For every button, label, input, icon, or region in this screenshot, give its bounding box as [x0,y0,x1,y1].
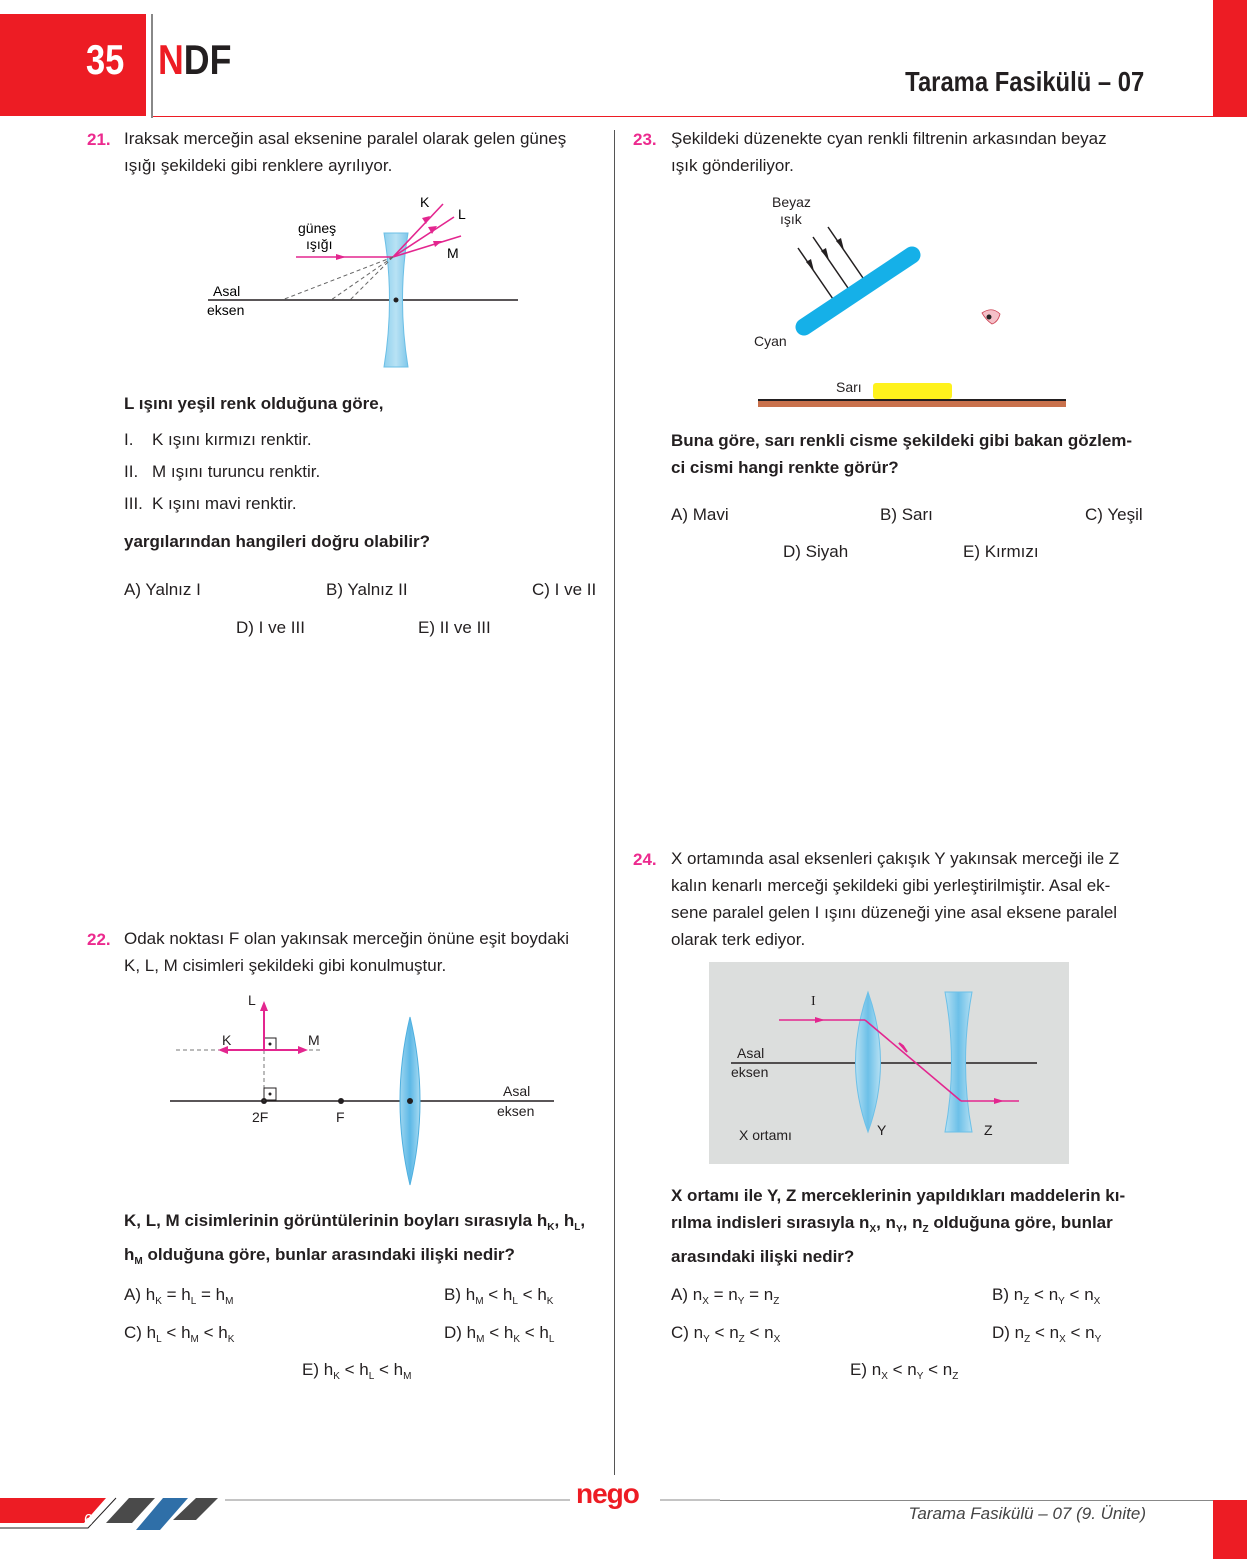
question-24-stem [671,845,1151,953]
option-c[interactable] [671,1323,780,1345]
brand-rest: DF [183,36,232,83]
label-lens-z: Z [984,1122,993,1138]
option-letter: D) [992,1323,1015,1342]
option-e[interactable]: E) II ve III [418,618,491,637]
operator: < [484,1323,504,1342]
prompt-line: $h_M$ olduğuna göre, bunlar arasındaki ilişki nedir? [124,1245,515,1267]
prompt-line: rılma indisleri sırasıyla $n_X$, $n_Y$, $n_Z$ olduğuna göre, bunlar [671,1213,1113,1235]
stem-line: K, L, M cisimleri şekildeki gibi konulmuştur. [124,956,447,975]
option-a[interactable]: A) Yalnız I [124,580,201,599]
operator: < [339,1360,360,1379]
virtual-ray [331,257,393,300]
operator: < [517,1285,538,1304]
question-22-prompt [124,1207,614,1275]
white-light-ray [813,237,848,288]
brand-logo [158,36,231,84]
question-21-stem [124,125,604,179]
label-cyan: Cyan [754,333,787,349]
operator: < [744,1323,765,1342]
variable: $h_L$ [502,1285,518,1307]
variable: $h_M$ [181,1323,199,1345]
option-letter: B) [992,1285,1014,1304]
converging-lens-diagram [160,985,560,1195]
yellow-object [873,383,952,399]
option-letter: D) [444,1323,467,1342]
option-d[interactable]: D) Siyah [783,542,849,561]
page-number: 6 [84,1512,93,1529]
surface [758,401,1066,407]
footer-rule [720,1500,1213,1501]
option-b[interactable] [992,1285,1100,1307]
operator: < [374,1360,394,1379]
right-edge-tab-top [1213,0,1247,117]
statement-item [124,458,320,490]
label-axis: Asal [503,1083,531,1099]
stem-line: X ortamında asal eksenleri çakışık Y yakınsak merceği ile Z [671,849,1120,868]
variable: $n_Z$ [729,1323,745,1345]
label-lens-y: Y [877,1122,887,1138]
label-sunlight: güneş [298,220,337,236]
label-axis: eksen [497,1103,535,1119]
label-axis: Asal [737,1045,765,1061]
diverging-lens-diagram [190,185,530,375]
label-m: M [447,245,459,261]
virtual-ray [350,257,393,300]
statement-list [124,426,320,522]
statement-roman: III. [124,494,143,513]
operator: < [1030,1323,1050,1342]
option-b[interactable] [444,1285,553,1307]
label-axis: eksen [207,302,245,318]
prompt-line: ci cismi hangi renkte görür? [671,458,899,477]
option-c[interactable]: C) Yeşil [1085,505,1143,524]
prompt-line: K, L, M cisimlerinin görüntülerinin boyları sırasıyla $h_K$, $h_L$, [124,1211,586,1233]
column-divider [614,130,615,1475]
variable: $h_K$ [218,1323,235,1345]
option-c[interactable]: C) I ve II [532,580,597,599]
variable: $h_K$ [503,1323,520,1345]
label-axis: Asal [213,283,241,299]
stem-line: Şekildeki düzenekte cyan renkli filtrenin arkasından beyaz [671,129,1107,148]
lens-system-diagram [709,962,1069,1164]
option-b[interactable]: B) Yalnız II [326,580,408,599]
operator: < [1065,1323,1086,1342]
option-c[interactable] [124,1323,234,1345]
prompt-line: arasındaki ilişki nedir? [671,1247,855,1266]
variable: $n_X$ [871,1360,888,1382]
option-b[interactable]: B) Sarı [880,505,933,524]
eye-icon [982,310,1000,324]
question-21-condition: L ışını yeşil renk olduğuna göre, [124,394,384,413]
label-k: K [222,1032,232,1048]
variable: $n_X$ [692,1285,709,1307]
variable: $n_X$ [764,1323,781,1345]
operator: < [1064,1285,1085,1304]
option-letter: E) [850,1360,872,1379]
header-divider [151,14,153,118]
option-d[interactable]: D) I ve III [236,618,305,637]
variable: $n_Z$ [942,1360,959,1382]
lens-center-dot [407,1098,413,1104]
option-e[interactable] [302,1360,411,1382]
prompt-text: olduğuna göre, bunlar [933,1213,1113,1232]
point-f [338,1098,344,1104]
option-a[interactable] [124,1285,233,1307]
question-number-21: 21. [87,130,111,149]
operator: = [744,1285,764,1304]
label-2f: 2F [252,1109,269,1125]
operator: = [161,1285,182,1304]
option-d[interactable] [992,1323,1101,1345]
white-light-ray [828,227,863,278]
operator: < [923,1360,943,1379]
option-letter: B) [444,1285,466,1304]
operator: = [708,1285,729,1304]
statement-text: K ışını kırmızı renktir. [152,430,312,449]
option-e[interactable] [850,1360,958,1382]
cyan-filter-diagram [740,185,1080,415]
question-number-22: 22. [87,930,111,949]
publisher-logo: nego [576,1478,639,1509]
footer-title: Tarama Fasikülü – 07 (9. Ünite) [908,1504,1146,1523]
variable: $h_M$ [466,1323,485,1345]
option-letter: C) [671,1323,694,1342]
prompt-text: K, L, M cisimlerinin görüntülerinin boyları sırasıyla h [124,1211,548,1230]
operator: < [483,1285,503,1304]
label-white-light: ışık [780,211,802,227]
page-title: Tarama Fasikülü – 07 [904,66,1144,97]
page-badge: 35 [86,36,125,83]
option-letter: E) [302,1360,324,1379]
label-k: K [420,194,430,210]
statement-text: K ışını mavi renktir. [152,494,297,513]
option-e[interactable]: E) Kırmızı [963,542,1039,561]
operator: < [887,1360,908,1379]
statement-item [124,426,320,458]
right-edge-tab-bottom [1213,1500,1247,1559]
variable: $n_Z$ [1014,1323,1031,1345]
variable: $n_Z$ [1013,1285,1030,1307]
option-letter: A) [671,1285,693,1304]
option-d[interactable] [444,1323,554,1345]
ray-arrow [336,254,346,260]
option-letter: A) [124,1285,146,1304]
label-axis: eksen [731,1064,769,1080]
label-m: M [308,1032,320,1048]
label-medium-x: X ortamı [739,1127,792,1143]
option-letter: C) [124,1323,147,1342]
variable: $h_M$ [215,1285,234,1307]
stem-line: Iraksak merceğin asal eksenine paralel olarak gelen güneş [124,129,567,148]
stem-line: ışık gönderiliyor. [671,156,794,175]
variable: $n_Y$ [1085,1323,1102,1345]
surface-line [758,399,1066,401]
label-yellow: Sarı [836,379,862,395]
question-23-stem [671,125,1151,179]
label-l: L [248,992,256,1008]
variable: $h_K$ [145,1285,162,1307]
stem-line: sene paralel gelen I ışını düzeneği yine asal eksene paralel [671,903,1118,922]
option-a[interactable] [671,1285,779,1307]
statement-text: M ışını turuncu renktir. [152,462,321,481]
variable: $n_Z$ [763,1285,780,1307]
statement-roman: II. [124,462,139,481]
brand-first-letter: N [158,36,184,83]
stem-line: Odak noktası F olan yakınsak merceğin önüne eşit boydaki [124,929,570,948]
question-number-24: 24. [633,850,657,869]
variable: $n_Y$ [693,1323,710,1345]
variable: $n_Y$ [907,1360,924,1382]
variable: $h_L$ [359,1360,375,1382]
question-22-stem [124,925,604,979]
variable: $h_L$ [146,1323,162,1345]
operator: < [520,1323,540,1342]
variable: $n_Y$ [728,1285,745,1307]
option-a[interactable]: A) Mavi [671,505,729,524]
operator: < [198,1323,219,1342]
variable: $h_M$ [393,1360,412,1382]
label-white-light: Beyaz [772,194,811,210]
label-sunlight: ışığı [306,236,333,252]
variable: $h_K$ [323,1360,340,1382]
prompt-text: olduğuna göre, bunlar arasındaki ilişki nedir? [147,1245,515,1264]
variable: $n_Y$ [1048,1285,1065,1307]
operator: < [709,1323,730,1342]
variable: $h_L$ [181,1285,197,1307]
cyan-filter [804,255,912,327]
question-24-prompt [671,1182,1151,1270]
question-number-23: 23. [633,130,657,149]
variable: $h_M$ [465,1285,484,1307]
header-rule [153,116,1213,117]
operator: = [196,1285,216,1304]
operator: < [1029,1285,1049,1304]
label-ray-i: I [811,994,816,1009]
variable: $n_X$ [1049,1323,1066,1345]
stem-line: olarak terk ediyor. [671,930,806,949]
variable: $n_X$ [1084,1285,1101,1307]
statement-item [124,490,320,522]
prompt-line: X ortamı ile Y, Z merceklerinin yapıldıkları maddelerin kı- [671,1186,1126,1205]
variable: $h_L$ [539,1323,555,1345]
lens-center-dot [394,298,399,303]
label-f: F [336,1109,345,1125]
operator: < [161,1323,182,1342]
prompt-text: rılma indisleri sırasıyla [671,1213,855,1232]
statement-roman: I. [124,430,134,449]
question-23-prompt [671,427,1151,481]
stem-line: kalın kenarlı merceği şekildeki gibi yerleştirilmiştir. Asal ek- [671,876,1111,895]
variable: $h_K$ [537,1285,554,1307]
stem-line: ışığı şekildeki gibi renklere ayrılıyor. [124,156,393,175]
label-l: L [458,206,466,222]
prompt-line: Buna göre, sarı renkli cisme şekildeki gibi bakan gözlem- [671,431,1133,450]
virtual-ray [282,257,393,300]
question-21-prompt: yargılarından hangileri doğru olabilir? [124,532,431,551]
